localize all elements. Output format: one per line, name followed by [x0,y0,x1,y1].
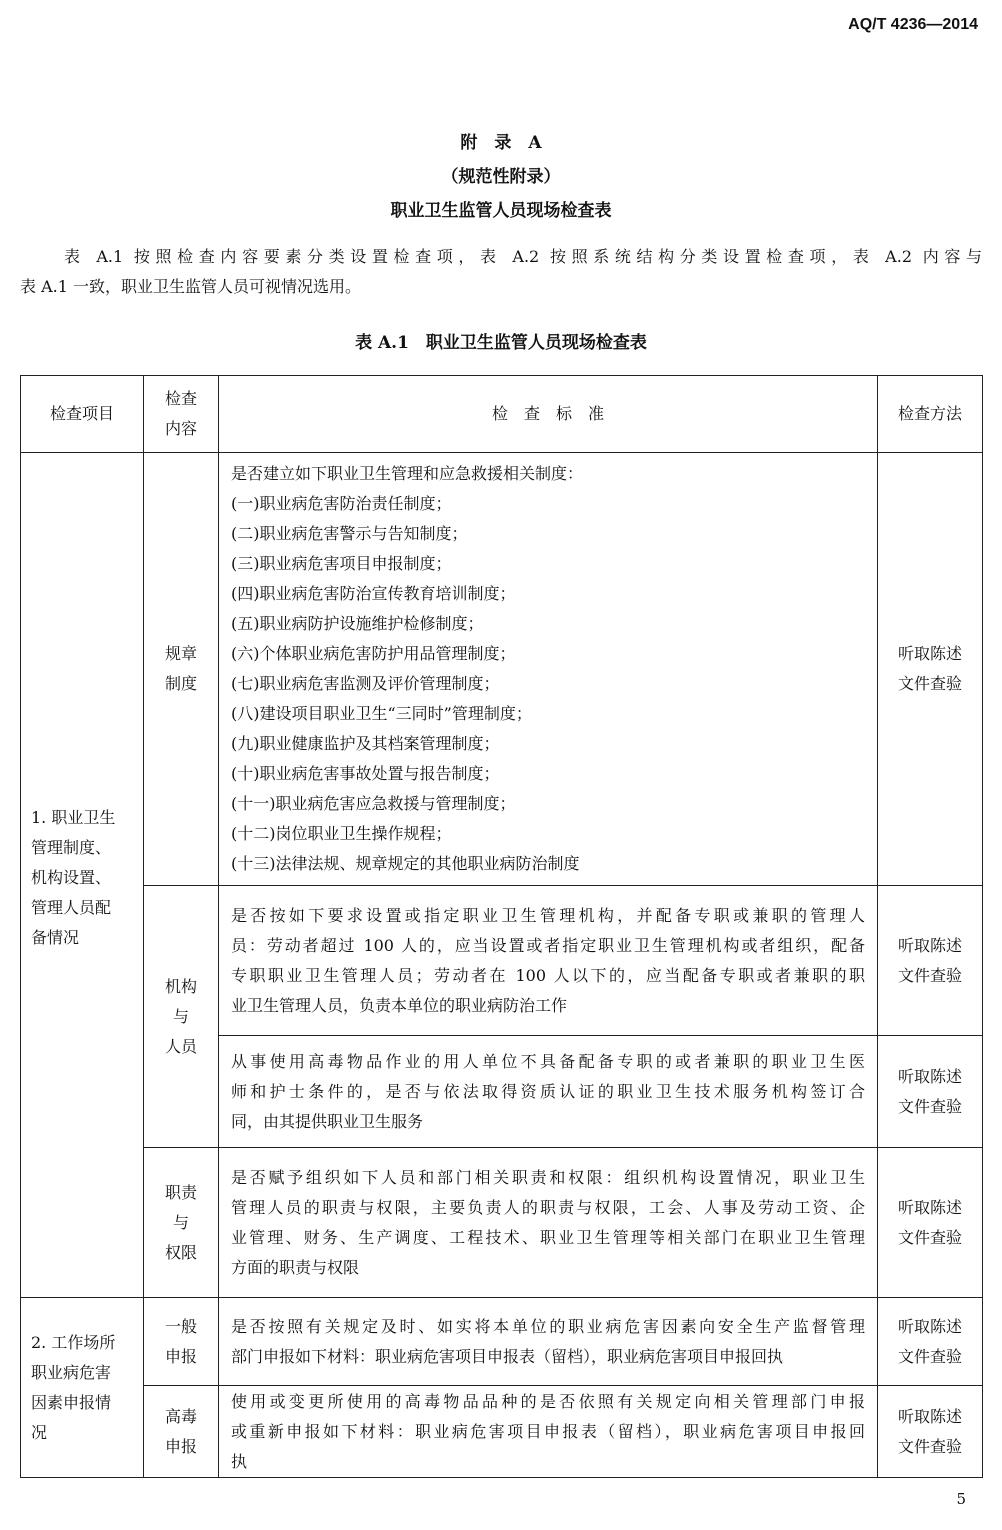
check-method-cell [878,1298,983,1386]
check-standard-cell [219,453,878,886]
check-standard-line: 是否赋予组织如下人员和部门相关职责和权限：组织机构设置情况，职业卫生 [231,1167,865,1187]
check-standard-line: 是否建立如下职业卫生管理和应急救援相关制度： [231,464,584,483]
check-standard-line: (二)职业病危害警示与告知制度； [231,524,468,543]
check-standard-line: (五)职业病防护设施维护检修制度； [231,614,484,633]
check-method-line: 听取陈述 [897,1316,962,1336]
check-method-cell [878,1148,983,1298]
check-method-line: 文件查验 [897,1227,962,1247]
check-standard-cell [219,1298,878,1386]
check-standard-line: 员：劳动者超过 100 人的，应当设置或者指定职业卫生管理机构或者组织，配备 [231,935,865,955]
check-content-line: 与 [172,1212,189,1232]
check-standard-line: 业卫生管理人员，负责本单位的职业病防治工作 [231,995,568,1015]
check-item-line: 况 [31,1422,48,1442]
header-content-line: 检查 [164,389,197,408]
check-standard-line: 同，由其提供职业卫生服务 [231,1111,424,1131]
check-standard-line: (三)职业病危害项目申报制度； [231,554,452,573]
table-row [21,1298,983,1386]
check-content-line: 申报 [164,1436,197,1456]
check-method-cell [878,1036,983,1148]
check-item-line: 2. 工作场所 [31,1332,116,1352]
standard-number: AQ/T 4236—2014 [848,16,978,33]
check-content-line: 高毒 [164,1406,197,1426]
check-method-line: 听取陈述 [897,1406,962,1426]
check-content-line: 一般 [164,1316,197,1336]
check-method-line: 文件查验 [897,1096,962,1116]
check-standard-cell [219,1386,878,1478]
table-row [21,453,983,886]
check-content-cell [144,886,219,1148]
check-standard-cell [219,1036,878,1148]
check-method-line: 听取陈述 [897,1066,962,1086]
check-item-cell [21,1298,144,1478]
check-standard-line: (七)职业病危害监测及评价管理制度； [231,674,500,693]
check-standard-line: 是否按照有关规定及时、如实将本单位的职业病危害因素向安全生产监督管理 [231,1316,865,1336]
check-method-line: 听取陈述 [897,935,962,955]
check-item-cell [21,453,144,1298]
check-standard-cell [219,886,878,1036]
check-item-line: 机构设置、 [31,868,112,887]
check-content-line: 权限 [164,1242,197,1262]
check-method-line: 文件查验 [897,1346,962,1366]
check-standard-line: 从事使用高毒物品作业的用人单位不具备配备专职的或者兼职的职业卫生医 [231,1051,865,1071]
check-standard-cell [219,1148,878,1298]
table-row [21,886,983,1036]
check-method-line: 文件查验 [897,1436,962,1456]
check-standard-line: (四)职业病危害防治宣传教育培训制度； [231,584,516,603]
check-standard-line: 业管理、财务、生产调度、工程技术、职业卫生管理等相关部门在职业卫生管理 [231,1227,865,1247]
table-row [21,1386,983,1478]
check-content-cell [144,1298,219,1386]
header-content-line: 内容 [164,419,197,438]
check-standard-line: (十三)法律法规、规章规定的其他职业病防治制度 [231,854,580,873]
check-item-line: 职业病危害 [31,1362,112,1382]
check-content-cell [144,1386,219,1478]
header-standard: 检 查 标 准 [219,376,878,453]
check-item-line: 管理制度、 [31,838,112,857]
check-content-line: 职责 [164,1182,197,1202]
intro-line: 表 A.1 按照检查内容要素分类设置检查项，表 A.2 按照系统结构分类设置检查项，表 A.2 内容与 [64,247,982,266]
check-standard-line: 执 [231,1451,248,1471]
check-method-line: 听取陈述 [897,644,962,663]
check-content-line: 制度 [164,674,197,693]
check-method-line: 文件查验 [897,965,962,985]
table-caption: 表 A.1 职业卫生监管人员现场检查表 [355,333,647,353]
check-standard-line: (一)职业病危害防治责任制度； [231,494,452,513]
check-item-line: 因素申报情 [31,1392,112,1412]
check-method-cell [878,453,983,886]
check-standard-line: (九)职业健康监护及其档案管理制度； [231,734,500,753]
check-standard-line: (八)建设项目职业卫生“三同时”管理制度； [231,704,532,723]
check-method-line: 文件查验 [897,674,962,693]
check-standard-line: 方面的职责与权限 [231,1257,360,1277]
check-content-line: 与 [172,1006,189,1026]
check-content-line: 规章 [164,644,197,663]
intro-line: 表 A.1 一致，职业卫生监管人员可视情况选用。 [20,277,361,296]
check-standard-line: 部门申报如下材料：职业病危害项目申报表（留档），职业病危害项目申报回执 [231,1346,784,1366]
check-content-cell [144,1148,219,1298]
check-standard-line: (十一)职业病危害应急救援与管理制度； [231,794,516,813]
check-item-line: 管理人员配 [31,898,112,917]
check-standard-line: (十二)岗位职业卫生操作规程； [231,824,452,843]
check-standard-line: 或重新申报如下材料：职业病危害项目申报表（留档），职业病危害项目申报回 [231,1421,865,1441]
check-content-line: 人员 [164,1036,197,1056]
appendix-title: 附 录 A [460,133,542,153]
check-standard-line: 师和护士条件的，是否与依法取得资质认证的职业卫生技术服务机构签订合 [231,1081,865,1101]
appendix-heading: 职业卫生监管人员现场检查表 [390,201,612,221]
check-standard-line: 是否按如下要求设置或指定职业卫生管理机构，并配备专职或兼职的管理人 [231,905,865,925]
check-method-line: 听取陈述 [897,1197,962,1217]
check-standard-line: 使用或变更所使用的高毒物品品种的是否依照有关规定向相关管理部门申报 [231,1391,865,1411]
check-content-cell [144,453,219,886]
header-content [144,376,219,453]
header-item: 检查项目 [21,376,144,453]
inspection-table [20,375,983,1478]
check-standard-line: (六)个体职业病危害防护用品管理制度； [231,644,516,663]
table-row [21,1148,983,1298]
table-header-row [21,376,983,453]
check-content-line: 机构 [164,976,197,996]
header-method: 检查方法 [878,376,983,453]
check-method-cell [878,1386,983,1478]
check-item-line: 备情况 [31,928,80,947]
check-standard-line: 专职职业卫生管理人员；劳动者在 100 人以下的，应当配备专职或者兼职的职 [231,965,865,985]
appendix-subtitle: （规范性附录） [441,167,561,187]
check-item-line: 1. 职业卫生 [31,808,116,827]
check-method-cell [878,886,983,1036]
check-standard-line: (十)职业病危害事故处置与报告制度； [231,764,500,783]
check-standard-line: 管理人员的职责与权限，主要负责人的职责与权限，工会、人事及劳动工资、企 [231,1197,865,1217]
intro-paragraph [20,242,982,302]
page-number: 5 [956,1490,966,1508]
check-content-line: 申报 [164,1346,197,1366]
